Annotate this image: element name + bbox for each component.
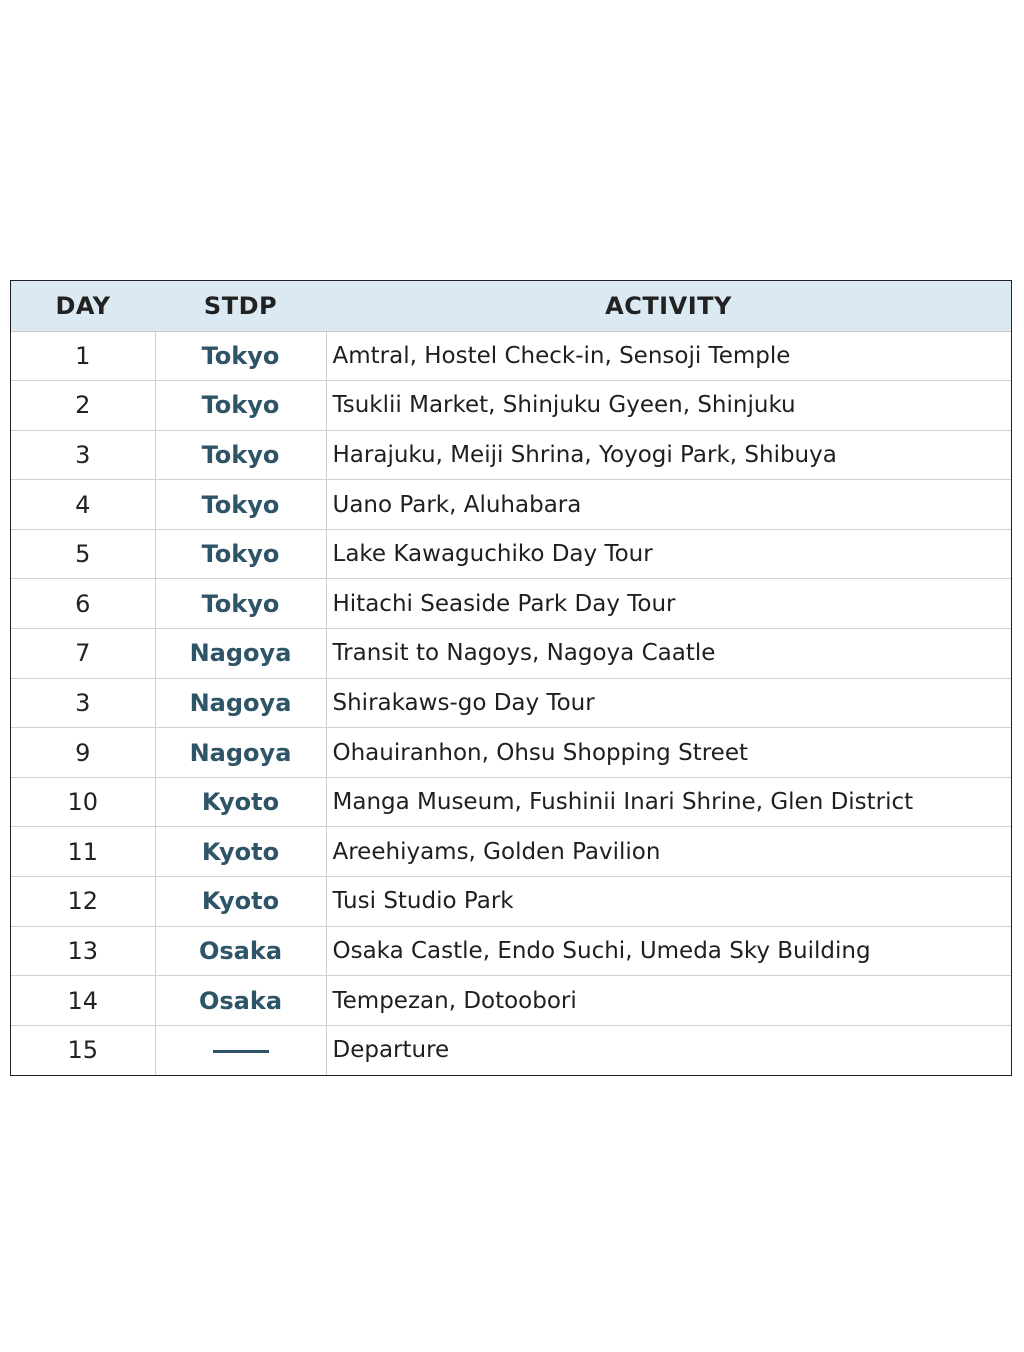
cell-activity: Uano Park, Aluhabara xyxy=(326,480,1011,530)
table-row xyxy=(11,381,1011,431)
cell-stop: Kyoto xyxy=(155,877,326,927)
itinerary-table xyxy=(11,281,1011,1075)
cell-day: 12 xyxy=(11,877,155,927)
cell-day: 4 xyxy=(11,480,155,530)
cell-day: 15 xyxy=(11,1025,155,1075)
cell-day: 6 xyxy=(11,579,155,629)
cell-day: 14 xyxy=(11,976,155,1026)
header-stop: STDP xyxy=(155,281,326,331)
table-row xyxy=(11,777,1011,827)
cell-stop: Nagoya xyxy=(155,678,326,728)
cell-day: 1 xyxy=(11,331,155,381)
table-body xyxy=(11,331,1011,1075)
cell-activity: Hitachi Seaside Park Day Tour xyxy=(326,579,1011,629)
cell-stop: Tokyo xyxy=(155,579,326,629)
cell-day: 13 xyxy=(11,926,155,976)
table-row xyxy=(11,877,1011,927)
table-row xyxy=(11,480,1011,530)
cell-activity: Tsuklii Market, Shinjuku Gyeen, Shinjuku xyxy=(326,381,1011,431)
table-header-row xyxy=(11,281,1011,331)
table-row xyxy=(11,579,1011,629)
cell-activity: Areehiyams, Golden Pavilion xyxy=(326,827,1011,877)
header-day: DAY xyxy=(11,281,155,331)
cell-activity: Harajuku, Meiji Shrina, Yoyogi Park, Shibuya xyxy=(326,430,1011,480)
cell-activity: Osaka Castle, Endo Suchi, Umeda Sky Building xyxy=(326,926,1011,976)
cell-stop: Tokyo xyxy=(155,529,326,579)
cell-stop: Tokyo xyxy=(155,331,326,381)
cell-stop xyxy=(155,1025,326,1075)
cell-stop: Tokyo xyxy=(155,430,326,480)
table-row xyxy=(11,976,1011,1026)
cell-activity: Shirakaws-go Day Tour xyxy=(326,678,1011,728)
cell-activity: Departure xyxy=(326,1025,1011,1075)
table-row xyxy=(11,827,1011,877)
cell-day: 2 xyxy=(11,381,155,431)
cell-stop: Tokyo xyxy=(155,480,326,530)
cell-activity: Tempezan, Dotoobori xyxy=(326,976,1011,1026)
table-row xyxy=(11,331,1011,381)
cell-stop: Osaka xyxy=(155,976,326,1026)
cell-day: 5 xyxy=(11,529,155,579)
table-row xyxy=(11,678,1011,728)
cell-day: 3 xyxy=(11,678,155,728)
cell-activity: Lake Kawaguchiko Day Tour xyxy=(326,529,1011,579)
cell-day: 3 xyxy=(11,430,155,480)
cell-activity: Manga Museum, Fushinii Inari Shrine, Glen District xyxy=(326,777,1011,827)
cell-stop: Kyoto xyxy=(155,777,326,827)
cell-day: 11 xyxy=(11,827,155,877)
header-activity: ACTIVITY xyxy=(326,281,1011,331)
cell-day: 7 xyxy=(11,629,155,679)
cell-stop: Kyoto xyxy=(155,827,326,877)
table-row xyxy=(11,629,1011,679)
table-row xyxy=(11,430,1011,480)
cell-stop: Nagoya xyxy=(155,728,326,778)
cell-day: 9 xyxy=(11,728,155,778)
cell-activity: Ohauiranhon, Ohsu Shopping Street xyxy=(326,728,1011,778)
cell-day: 10 xyxy=(11,777,155,827)
cell-stop: Osaka xyxy=(155,926,326,976)
cell-activity: Transit to Nagoys, Nagoya Caatle xyxy=(326,629,1011,679)
dash-icon xyxy=(213,1050,269,1053)
table-row xyxy=(11,926,1011,976)
cell-stop: Tokyo xyxy=(155,381,326,431)
cell-activity: Tusi Studio Park xyxy=(326,877,1011,927)
table-row xyxy=(11,529,1011,579)
table-row xyxy=(11,1025,1011,1075)
table-row xyxy=(11,728,1011,778)
itinerary-table-container xyxy=(10,280,1012,1076)
cell-stop: Nagoya xyxy=(155,629,326,679)
cell-activity: Amtral, Hostel Check-in, Sensoji Temple xyxy=(332,342,791,369)
